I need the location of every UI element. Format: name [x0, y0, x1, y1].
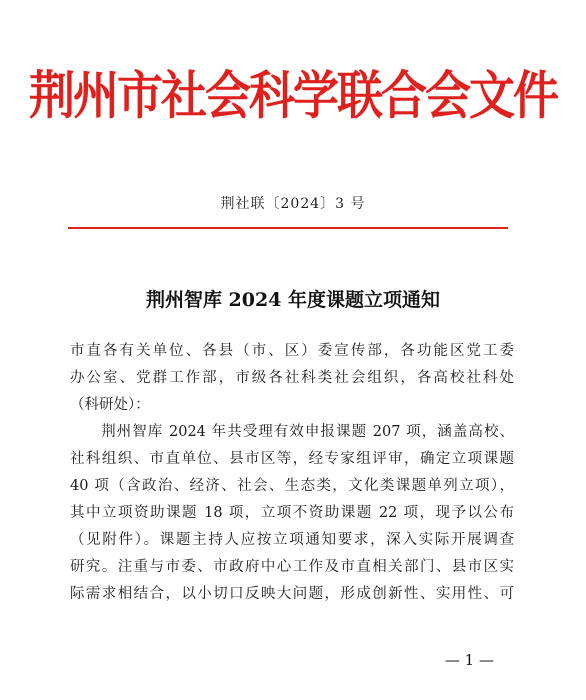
- document-masthead: 荆州市社会科学联合会文件: [29, 65, 557, 126]
- text-line: 研究。注重与市委、市政府中心工作及市直相关部门、县市区实: [70, 559, 514, 575]
- text-line: 市直各有关单位、各县（市、区）委宣传部，各功能区党工委: [70, 343, 514, 359]
- text-line: 办公室、党群工作部，市级各社科类社会组织，各高校社科处: [70, 370, 514, 386]
- document-title: 荆州智库 2024 年度课题立项通知: [145, 289, 441, 311]
- document-number: 荆社联〔2024〕3 号: [220, 196, 366, 212]
- text-line: 荆州智库 2024 年共受理有效申报课题 207 项，涵盖高校、: [70, 424, 514, 440]
- text-line: （科研处）：: [70, 397, 150, 413]
- page-number-text: — 1 —: [444, 651, 494, 669]
- body-paragraph: [70, 419, 514, 608]
- salutation-paragraph: [70, 338, 514, 419]
- text-line: 际需求相结合，以小切口反映大问题，形成创新性、实用性、可: [70, 586, 514, 602]
- text-line: （见附件）。课题主持人应按立项通知要求，深入实际开展调查: [70, 532, 514, 548]
- text-line: 社科组织、市直单位、县市区等，经专家组评审，确定立项课题: [70, 451, 514, 467]
- text-line: 40 项（含政治、经济、社会、生态类，文化类课题单列立项），: [70, 478, 514, 494]
- red-divider-line: [68, 227, 508, 229]
- text-line: 其中立项资助课题 18 项，立项不资助课题 22 项，现予以公布: [70, 505, 514, 521]
- page-number: [0, 650, 586, 670]
